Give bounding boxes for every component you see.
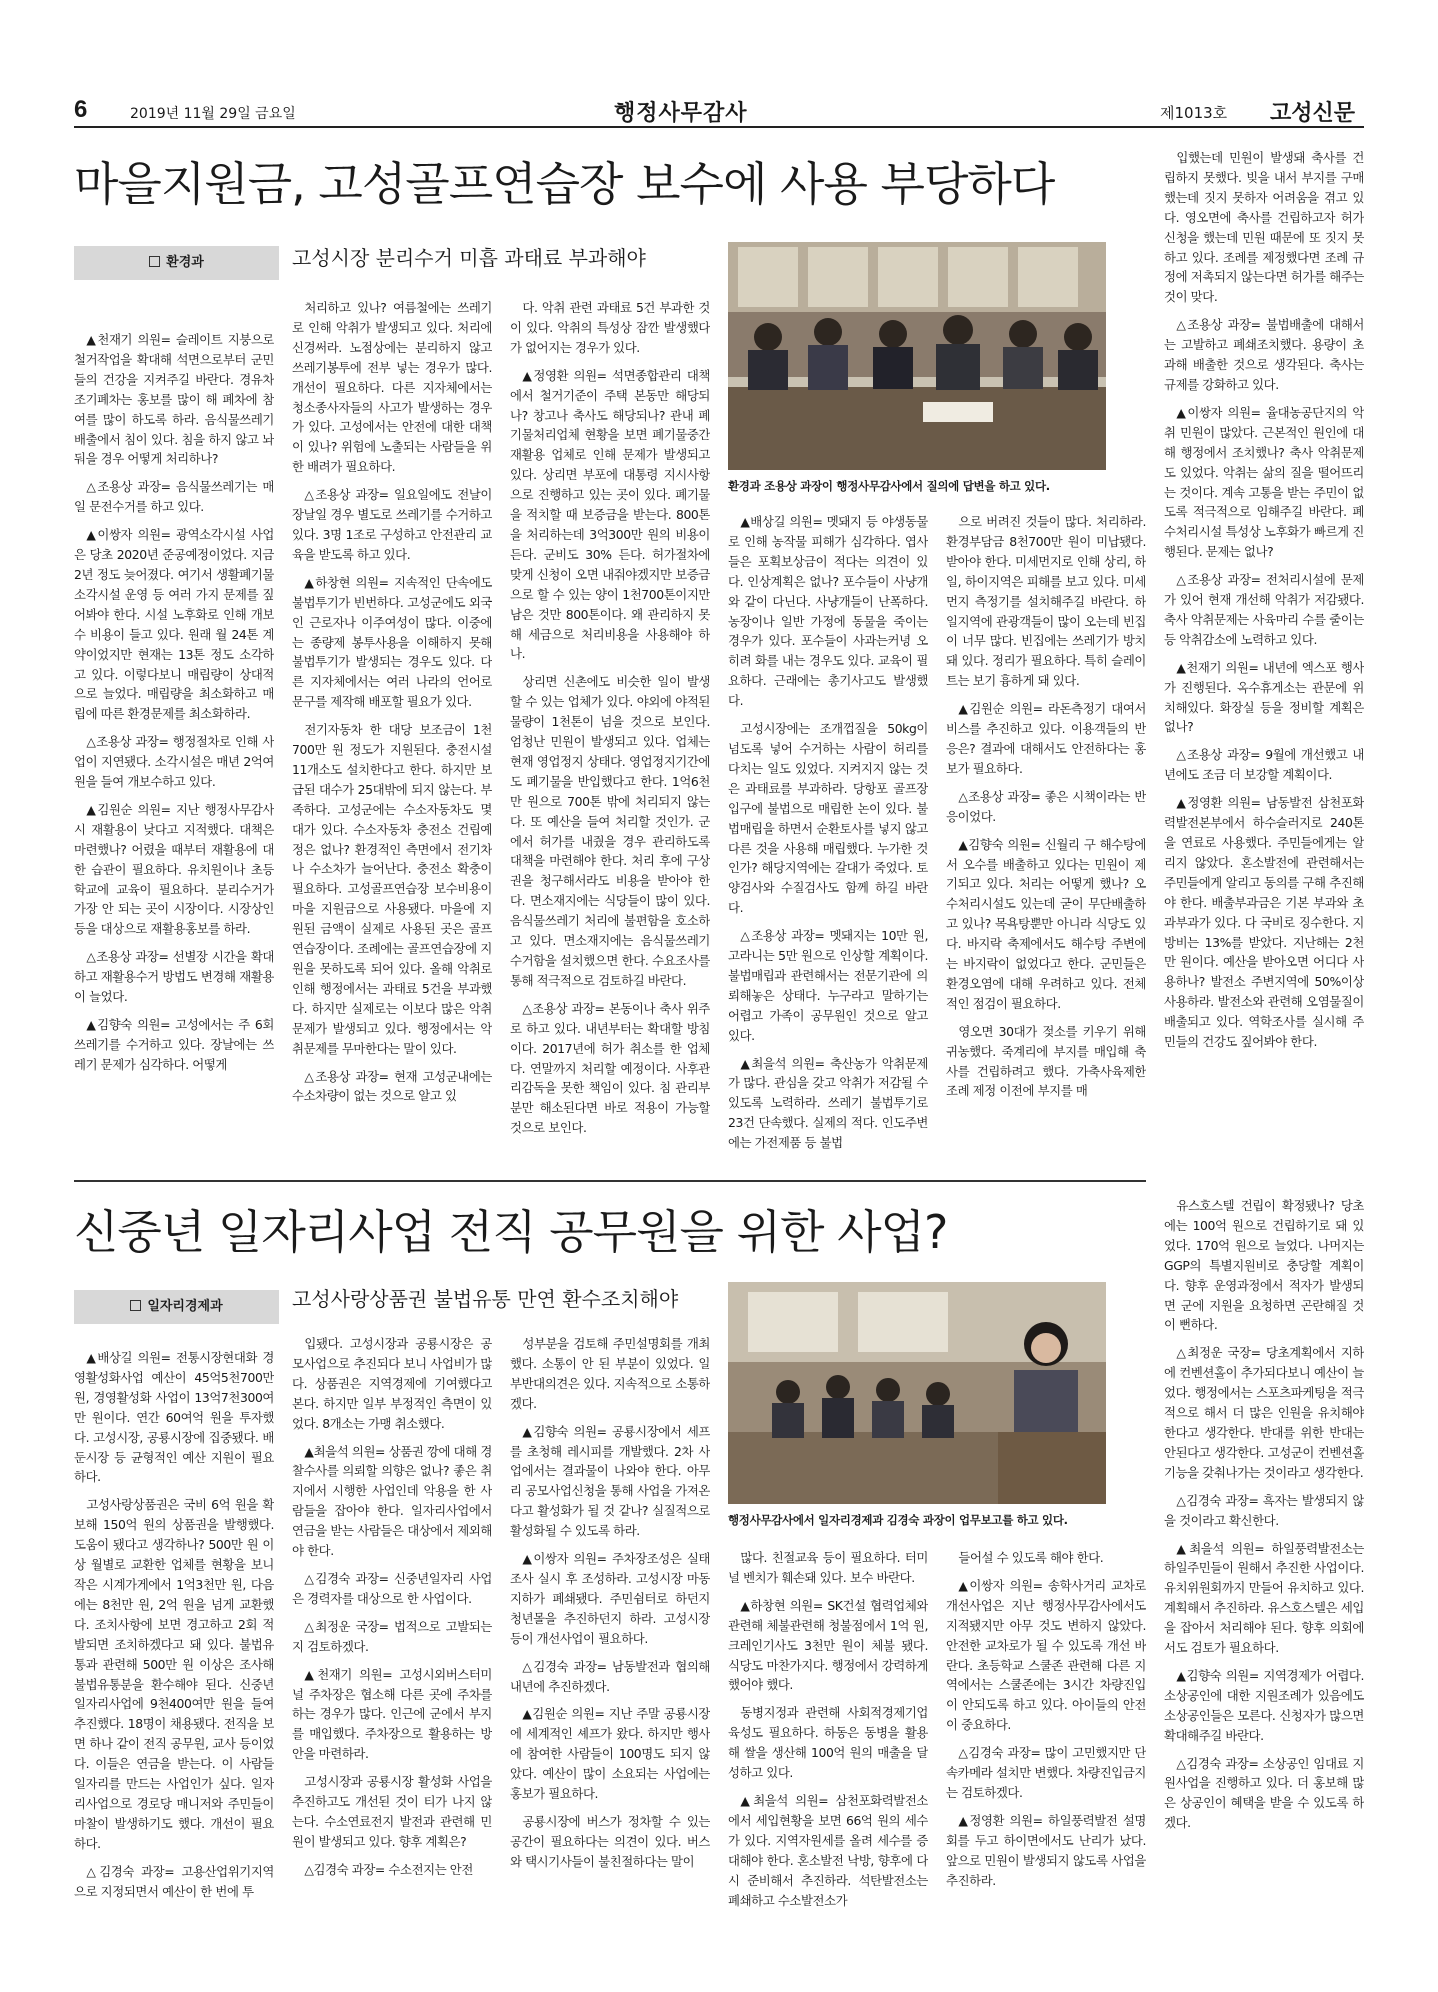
paragraph: ▲김원순 의원= 지난 행정사무감사 시 재활용이 낮다고 지적했다. 대책은 마련했나? 어렸을 때부터 재활용에 대한 습관이 필요하다. 유치원이나 초등학교에 교육이 필요하다. 분리수거가 가장 안 되는 곳이 시장이다. 시장상인 등을 대상으로 재활용홍보를 하라.: [74, 801, 274, 937]
paragraph: 성부분을 검토해 주민설명회를 개최했다. 소통이 안 된 부분이 있었다. 일부반대의견은 있다. 지속적으로 소통하겠다.: [510, 1336, 710, 1411]
article2-dept-text: 일자리경제과: [147, 1299, 223, 1314]
paragraph: △김경숙 과장= 흑자는 발생되지 않을 것이라고 확신한다.: [1164, 1492, 1364, 1528]
article1-column-3: [510, 298, 710, 1172]
article1-dept-text: 환경과: [166, 255, 204, 270]
paragraph: ▲이쌍자 의원= 율대농공단지의 악취 민원이 많았다. 근본적인 원인에 대해 행정에서 조치했나? 축사 악취문제도 있었다. 악취는 삶의 질을 떨어뜨리는 것이다. 계속 고통을 받는 주민이 없도록 적극적으로 임해주길 바란다. 폐수처리시설 특성상 노후화가 빠르게 진행된다. 문제는 없나?: [1164, 404, 1364, 560]
paragraph: 유스호스텔 건립이 확정됐나? 당초에는 100억 원으로 건립하기로 돼 있었다. 170억 원으로 늘었다. 나머지는 GGP의 특별지원비로 충당할 계획이다. 향후 운영과정에서 적자가 발생되면 군에 지원을 요청하면 곤란해질 것이 뻔하다.: [1164, 1198, 1364, 1333]
article1-column-4: [728, 512, 928, 1172]
paragraph: ▲배상길 의원= 전통시장현대화 경영활성화사업 예산이 45억5천700만 원, 경영활성화 사업이 13억7천300여만 원이다. 연간 60여억 원을 투자했다. 고성시장, 공룡시장에 집중됐다. 배둔시장 등 균형적인 예산 지원이 필요하다.: [74, 1350, 274, 1485]
paragraph: △김경숙 과장= 고용산업위기지역으로 지정되면서 예산이 한 번에 투: [74, 1863, 274, 1899]
paragraph: ▲김원순 의원= 지난 주말 공룡시장에 세계적인 셰프가 왔다. 하지만 행사에 참여한 사람들이 100명도 되지 않았다. 예산이 많이 소요되는 사업에는 홍보가 필요하다.: [510, 1706, 710, 1802]
paragraph: ▲최을석 의원= 삼천포화력발전소에서 세입현황을 보면 66억 원의 세수가 있다. 지역자원세를 올려 세수를 증대해야 한다. 혼소발전 낙방, 향후에 다시 준비해서 추진하라. 석탄발전소는 폐쇄하고 수소발전소가: [728, 1792, 928, 1908]
paragraph: ▲최을석 의원= 축산농가 악취문제가 많다. 관심을 갖고 악취가 저감될 수 있도록 노력하라. 쓰레기 불법투기로 23건 단속했다. 실제의 적다. 인도주변에는 가전제품 등 불법: [728, 1055, 928, 1151]
section-title: 행정사무감사: [614, 100, 748, 126]
paragraph: △최정운 국장= 당초계획에서 지하에 컨벤션홀이 추가되다보니 예산이 늘었다. 행정에서는 스포츠파케팅을 적극적으로 해서 더 많은 인원을 유치해야 한다고 생각한다. 반대를 위한 반대는 안된다고 생각한다. 고성군이 컨벤션홀 기능을 갖춰나가는 것이라고 생각한다.: [1164, 1345, 1364, 1480]
paragraph: △조용상 과장= 현재 고성군내에는 수소차량이 없는 것으로 알고 있: [292, 1068, 492, 1104]
paragraph: ▲정영환 의원= 하일풍력발전 설명회를 두고 하이면에서도 난리가 났다. 앞으로 민원이 발생되지 않도록 사업을 추진하라.: [946, 1812, 1146, 1888]
paragraph: 들어설 수 있도록 해야 한다.: [958, 1550, 1104, 1565]
article1-dept-label: [74, 246, 279, 280]
paragraph: △김경숙 과장= 신중년일자리 사업은 경력자를 대상으로 한 사업이다.: [292, 1570, 492, 1606]
paragraph: △최정운 국장= 법적으로 고발되는지 검토하겠다.: [292, 1618, 492, 1654]
article2-column-3: [510, 1334, 710, 1960]
paragraph: 상리면 신촌에도 비슷한 일이 발생할 수 있는 업체가 있다. 야외에 야적된 물량이 1천톤이 넘을 것으로 보인다. 엄청난 민원이 발생되고 있다. 업체는 현재 영업정지 상태다. 영업정지기간에도 폐기물을 반입했다고 한다. 1억6천만 원으로 700톤 밖에 처리되지 않는다. 또 예산을 들여 처리할 것인가. 군에서 허가를 내줬을 경우 관리하도록 대책을 마련해야 한다. 처리 후에 구상권을 청구해서라도 비용을 받아야 한다. 면소재지에는 식당들이 많이 있다. 음식물쓰레기 처리에 불편함을 호소하고 있다. 면소재지에는 음식물쓰레기 수거함을 설치했으면 한다. 수요조사를 통해 적극적으로 검토하길 바란다.: [510, 674, 710, 988]
issue-number: 제1013호: [1160, 104, 1228, 122]
paragraph: ▲김향숙 의원= 신월리 구 해수탕에서 오수를 배출하고 있다는 민원이 제기되고 있다. 처리는 어떻게 했나? 오수처리시설도 있는데 굳이 무단배출하고 있나? 목욕탕뿐만 아니라 식당도 있다. 바지락 축제에서도 해수탕 주변에는 바지락이 없었다고 한다. 군민들은 환경오염에 대해 우려하고 있다. 전체적인 점검이 필요하다.: [946, 836, 1146, 1011]
paragraph: 고성사랑상품권은 국비 6억 원을 확보해 150억 원의 상품권을 발행했다. 도움이 됐다고 생각하나? 500만 원 이상 월별로 교환한 업체를 현황을 보니 작은 시계가게에서 1억3천만 원, 다음에는 8천만 원, 2억 원을 넘게 교환했다. 조치사항에 보면 경고하고 2회 적발되면 조치하겠다고 돼 있다. 불법유통과 관련해 500만 원 이상은 조사해 불법유통분을 환수해야 된다. 신중년 일자리사업에 9천400여만 원을 들여 추진했다. 18명이 채용됐다. 전직을 보면 하나 같이 전직 공무원, 교사 등이었다. 이들은 연금을 받는다. 이 사람들 일자리를 만드는 사업인가 싶다. 일자리사업으로 경로당 매니저와 주민들이 마찰이 발생하기도 했다. 개선이 필요하다.: [74, 1497, 274, 1851]
meeting-photo-illustration: [728, 1282, 1106, 1504]
paragraph: ▲김향숙 의원= 고성에서는 주 6회 쓰레기를 수거하고 있다. 장날에는 쓰레기 문제가 심각하다. 어떻게: [74, 1017, 274, 1072]
paragraph: 다. 악취 관련 과태료 5건 부과한 것이 있다. 악취의 특성상 잠깐 발생했다가 없어지는 경우가 있다.: [510, 300, 710, 355]
meeting-photo-illustration: [728, 242, 1106, 470]
paragraph: ▲하창현 의원= 지속적인 단속에도 불법투기가 빈번하다. 고성군에도 외국인 근로자나 이주여성이 많다. 이중에는 종량제 봉투사용을 이해하지 못해 불법투기가 발생되는 경우도 있다. 다른 지자체에서는 여러 나라의 언어로 문구를 제작해 배포할 필요가 있다.: [292, 574, 492, 710]
paragraph: 많다. 친절교육 등이 필요하다. 터미널 벤치가 훼손돼 있다. 보수 바란다.: [728, 1550, 928, 1585]
square-icon: [149, 256, 160, 267]
article2-column-2: [292, 1334, 492, 1960]
page-header: [74, 96, 1364, 128]
paragraph: 처리하고 있나? 여름철에는 쓰레기로 인해 악취가 발생되고 있다. 처리에 신경써라. 노점상에는 분리하지 않고 쓰레기봉투에 전부 넣는 경우가 많다. 개선이 필요하다. 다른 지자체에서는 청소종사자들의 사고가 발생하는 경우가 있다. 고성에서는 안전에 대한 대책이 있나? 위험에 노출되는 사람들을 위한 배려가 필요하다.: [292, 300, 492, 475]
paragraph: 고성시장에는 조개껍질을 50kg이 넘도록 넣어 수거하는 사람이 허리를 다치는 일도 있었다. 지켜지지 않는 것은 과태료를 부과하라. 당항포 골프장 입구에 불법으로 매립한 논이 있다. 불법매립을 하면서 순환토사를 넣지 않고 다른 것을 사용해 매립했다. 누가한 것인가? 해당지역에는 갈대가 죽었다. 토양검사와 수질검사도 함께 하길 바란다.: [728, 721, 928, 916]
article-divider: [74, 1180, 1146, 1182]
paragraph: ▲김원순 의원= 라돈측정기 대여서비스를 추진하고 있다. 이용객들의 반응은? 결과에 대해서도 안전하다는 홍보가 필요하다.: [946, 701, 1146, 776]
article1-column-5: [946, 512, 1146, 1172]
paragraph: ▲정영환 의원= 석면종합관리 대책에서 철거기준이 주택 본동만 해당되나? 창고나 축사도 해당되나? 관내 폐기물처리업체 현황을 보면 폐기물중간재활용 업체로 인해 문제가 발생되고 있다. 상리면 부포에 대통령 지시사항으로 진행하고 있는 곳이 있다. 폐기물을 적치할 때 보증금을 받는다. 800톤을 처리하는데 3억300만 원의 비용이 든다. 군비도 30% 든다. 허가절차에 맞게 신청이 오면 내줘야겠지만 보증금으로 할 수 있는 양이 1천700톤이지만 남은 것만 800톤이다. 왜 관리하지 못해 세금으로 처리비용을 사용해야 하나.: [510, 367, 710, 662]
square-icon: [130, 1300, 141, 1311]
paragraph: ▲김향숙 의원= 지역경제가 어렵다. 소상공인에 대한 지원조례가 있음에도 소상공인들은 모른다. 신청자가 많으면 확대해주길 바란다.: [1164, 1667, 1364, 1743]
newspaper-name: 고성신문: [1270, 100, 1356, 126]
paragraph: △김경숙 과장= 소상공인 임대료 지원사업을 진행하고 있다. 더 홍보해 많은 상공인이 혜택을 받을 수 있도록 하겠다.: [1164, 1755, 1364, 1831]
paragraph: 입됐다. 고성시장과 공룡시장은 공모사업으로 추진되다 보니 사업비가 많다. 상품권은 지역경제에 기여했다고 본다. 하지만 일부 부정적인 측면이 있었다. 8개소는 가맹 취소했다.: [292, 1336, 492, 1431]
article2-column-1: [74, 1348, 274, 1960]
article2-column-4: [728, 1548, 928, 1960]
paragraph: 전기자동차 한 대당 보조금이 1천700만 원 정도가 지원된다. 충전시설 11개소도 설치한다고 한다. 하지만 보급된 대수가 25대밖에 되지 않는다. 부족하다. 고성군에는 수소자동차도 몇 대가 있다. 수소자동차 충전소 건립예정은 없나? 환경적인 측면에서 전기차나 수소차가 늘어난다. 충전소 확충이 필요하다. 고성골프연습장 보수비용이 마을 지원금으로 사용됐다. 마을에 지원된 금액이 실제로 사용된 곳은 골프연습장이다. 조례에는 골프연습장에 지원을 못하도록 되어 있다. 올해 악취로 인해 행정에서는 과태료 5건을 부과했다. 하지만 실제로는 이보다 많은 악취문제가 발생되고 있다. 행정에서는 악취문제를 무마한다는 말이 있다.: [292, 722, 492, 1056]
article1-photo: [728, 242, 1106, 470]
paragraph: ▲정영환 의원= 남동발전 삼천포화력발전본부에서 하수슬러지로 240톤을 연료로 사용했다. 주민들에게는 알리지 않았다. 혼소발전에 관련해서는 주민들에게 알리고 동의를 구해 추진해야 한다. 배출부과금은 기본 부과와 초과부과가 있다. 다 국비로 징수한다. 지방비는 13%를 받았다. 지난해는 2천만 원이다. 예산을 받아오면 어디다 사용하나? 발전소 주변지역에 50%이상 사용하라. 발전소와 관련해 오염물질이 배출되고 있다. 역학조사를 실시해 주민들의 건강도 짚어봐야 한다.: [1164, 795, 1364, 1050]
paragraph: △조용상 과장= 불법배출에 대해서는 고발하고 폐쇄조치했다. 용량이 초과해 배출한 것으로 생각된다. 축사는 규제를 강화하고 있다.: [1164, 317, 1364, 392]
paragraph: 영오면 30대가 젖소를 키우기 위해 귀농했다. 죽계리에 부지를 매입해 축사를 건립하려고 했다. 가축사육제한 조례 제정 이전에 부지를 매: [946, 1023, 1146, 1099]
paragraph: 입했는데 민원이 발생돼 축사를 건립하지 못했다. 빚을 내서 부지를 구매했는데 짓지 못하자 어려움을 겪고 있다. 영오면에 축사를 건립하고자 허가신청을 했는데 민원 때문에 또 짓지 못하고 있다. 조례를 제정했다면 조례 규정에 저촉되지 않는다면 허가를 해주는 것이 맞다.: [1164, 150, 1364, 305]
paragraph: △조용상 과장= 좋은 시책이라는 반응이었다.: [946, 788, 1146, 824]
article2-column-5: [946, 1548, 1146, 1960]
paragraph: ▲최을석 의원= 상품권 깡에 대해 경찰수사를 의뢰할 의향은 없나? 좋은 취지에서 시행한 사업인데 악용을 한 사람들을 잡아야 한다. 일자리사업에서 연금을 받는 사람들은 대상에서 제외해야 한다.: [292, 1443, 492, 1559]
paragraph: △조용상 과장= 선별장 시간을 확대하고 재활용수거 방법도 변경해 재활용이 늘었다.: [74, 949, 274, 1005]
paragraph: 고성시장과 공룡시장 활성화 사업을 추진하고도 개선된 것이 티가 나지 않는다. 수소연료전지 발전과 관련해 민원이 발생되고 있다. 향후 계획은?: [292, 1774, 492, 1849]
paragraph: ▲하창현 의원= SK건설 협력업체와 관련해 체불관련해 청불점에서 1억 원, 크레인기사도 3천만 원이 체불 됐다. 식당도 마찬가지다. 행정에서 강력하게 했어야 했다.: [728, 1597, 928, 1693]
article2-photo: [728, 1282, 1106, 1504]
article1-headline: 마을지원금, 고성골프연습장 보수에 사용 부당하다: [74, 157, 1055, 211]
paragraph: ▲최을석 의원= 하일풍력발전소는 하일주민들이 원해서 추진한 사업이다. 유치위원회까지 만들어 유치하고 있다. 계획해서 추진하라. 유스호스텔은 세입을 잡아서 처리해야 된다. 향후 의회에서도 검토가 필요하다.: [1164, 1540, 1364, 1656]
paragraph: △김경숙 과장= 수소전지는 안전: [304, 1861, 473, 1877]
paragraph: ▲천재기 의원= 고성시외버스터미널 주차장은 협소해 다른 곳에 주차를 하는 경우가 많다. 인근에 군에서 부지를 매입했다. 주차장으로 활용하는 방안을 마련하라.: [292, 1666, 492, 1762]
paragraph: ▲천재기 의원= 내년에 엑스포 행사가 진행된다. 옥수휴게소는 관문에 위치해있다. 화장실 등을 정비할 계획은 없나?: [1164, 659, 1364, 735]
paragraph: ▲천재기 의원= 슬레이트 지붕으로 철거작업을 확대해 석면으로부터 군민들의 건강을 지켜주길 바란다. 경유차 조기폐차는 홍보를 많이 해 폐차에 참여를 많이 하도록 하라. 음식물쓰레기 배출에서 침이 있다. 침을 하지 않고 놔둬을 경우 어떻게 처리하나?: [74, 332, 274, 467]
paragraph: 으로 버려진 것들이 많다. 처리하라. 환경부담금 8천700만 원이 미납됐다. 받아야 한다. 미세먼지로 인해 상리, 하일, 하이지역은 피해를 보고 있다. 미세먼지 측정기를 설치해주길 바란다. 하일지역에 관광객들이 많이 오는데 빈집이 너무 많다. 빈집에는 쓰레기가 방치돼 있다. 정리가 필요하다. 특히 슬레이트는 보기 흉하게 돼 있다.: [946, 514, 1146, 689]
page-number: 6: [74, 96, 88, 123]
article1-photo-caption: 환경과 조용상 과장이 행정사무감사에서 질의에 답변을 하고 있다.: [728, 479, 1050, 493]
paragraph: △조용상 과장= 행정절차로 인해 사업이 지연됐다. 소각시설은 매년 2억여 원을 들여 개보수하고 있다.: [74, 734, 274, 790]
paragraph: ▲이쌍자 의원= 광역소각시설 사업은 당초 2020년 준공예정이었다. 지금 2년 정도 늦어졌다. 여기서 생활폐기물 소각시설 운영 등 여러 가지 문제를 짚어봐야 한다. 시설 노후화로 인해 개보수 비용이 들고 있다. 원래 월 24톤 계약이었지만 현재는 13톤 정도 소각하고 있다. 이렇다보니 매립량이 상대적으로 늘었다. 매립량을 최소화하고 매립에 따른 환경문제를 최소화하라.: [74, 527, 274, 722]
paragraph: △조용상 과장= 일요일에도 전날이 장날일 경우 별도로 쓰레기를 수거하고 있다. 3명 1조로 구성하고 안전관리 교육을 받도록 하고 있다.: [292, 487, 492, 562]
paragraph: △조용상 과장= 멧돼지는 10만 원, 고라니는 5만 원으로 인상할 계획이다. 불법매립과 관련해서는 전문기관에 의뢰해놓은 상태다. 누구라고 말하기는 어렵고 가족이 공무원인 것으로 알고 있다.: [728, 928, 928, 1043]
article1-column-6: [1164, 148, 1364, 1172]
paragraph: △김경숙 과장= 남동발전과 협의해 내년에 추진하겠다.: [510, 1658, 710, 1694]
article2-dept-label: [74, 1290, 279, 1324]
paragraph: △조용상 과장= 본동이나 축사 위주로 하고 있다. 내년부터는 확대할 방침이다. 2017년에 허가 취소를 한 업체다. 연말까지 처리할 예정이다. 사후관리감독을 못한 책임이 있다. 침 관리부분만 해소된다면 바로 적용이 가능할 것으로 보인다.: [510, 1000, 710, 1136]
article2-photo-caption: 행정사무감사에서 일자리경제과 김경숙 과장이 업무보고를 하고 있다.: [728, 1513, 1068, 1527]
paragraph: 동병지정과 관련해 사회적경제기업 육성도 필요하다. 하동은 동병을 활용해 쌀을 생산해 100억 원의 매출을 달성하고 있다.: [728, 1705, 928, 1781]
article2-column-6: [1164, 1196, 1364, 1960]
issue-date: 2019년 11월 29일 금요일: [130, 106, 296, 122]
article1-column-2: [292, 298, 492, 1172]
paragraph: ▲김향숙 의원= 공룡시장에서 세프를 초청해 레시피를 개발했다. 2차 사업에서는 결과물이 나와야 한다. 아무리 공모사업신청을 통해 사업을 가져온다고 활성화가 될 것 같나? 실질적으로 활성화될 수 있도록 하라.: [510, 1423, 710, 1539]
paragraph: ▲배상길 의원= 멧돼지 등 야생동물로 인해 농작물 피해가 심각하다. 엽사들은 포획보상금이 적다는 의견이 있다. 인상계획은 없나? 포수들이 사냥개와 같이 다닌다. 사냥개들이 난폭하다. 농장이나 일반 가정에 동물을 죽이는 경우가 있다. 포수들이 사과는커녕 오히려 화를 내는 경우도 있다. 교육이 필요하다. 근래에는 총기사고도 발생했다.: [728, 514, 928, 709]
article2-headline: 신중년 일자리사업 전직 공무원을 위한 사업?: [74, 1205, 948, 1259]
paragraph: △조용상 과장= 9월에 개선했고 내년에도 조금 더 보강할 계획이다.: [1164, 747, 1364, 783]
paragraph: 공룡시장에 버스가 정차할 수 있는 공간이 필요하다는 의견이 있다. 버스와 택시기사들이 불친절하다는 말이: [510, 1813, 710, 1869]
paragraph: ▲이쌍자 의원= 송학사거리 교차로 개선사업은 지난 행정사무감사에서도 지적됐지만 아무 것도 변하지 않았다. 안전한 교차로가 될 수 있도록 개선 바란다. 초등학교 스쿨존 관련해 다른 지역에서는 스쿨존에는 3시간 차량진입이 안되도록 하고 있다. 아이들의 안전이 중요하다.: [946, 1577, 1146, 1733]
paragraph: △조용상 과장= 전처리시설에 문제가 있어 현재 개선해 악취가 저감됐다. 축사 악취문제는 사육마리 수를 줄이는 등 악취감소에 노력하고 있다.: [1164, 572, 1364, 647]
paragraph: △김경숙 과장= 많이 고민했지만 단속카메라 설치만 변했다. 차량진입금지는 검토하겠다.: [946, 1745, 1146, 1800]
article1-subheadline: 고성시장 분리수거 미흡 과태료 부과해야: [292, 246, 646, 270]
article1-column-1: [74, 330, 274, 1172]
paragraph: ▲이쌍자 의원= 주차장조성은 실태조사 실시 후 조성하라. 고성시장 마동 지하가 폐쇄됐다. 주민쉼터로 하던지 청년몰을 추진하던지 하라. 고성시장 등이 개선사업이 필요하다.: [510, 1551, 710, 1646]
paragraph: △조용상 과장= 음식물쓰레기는 매일 문전수거를 하고 있다.: [74, 479, 274, 515]
article2-subheadline: 고성사랑상품권 불법유통 만연 환수조치해야: [292, 1287, 679, 1311]
